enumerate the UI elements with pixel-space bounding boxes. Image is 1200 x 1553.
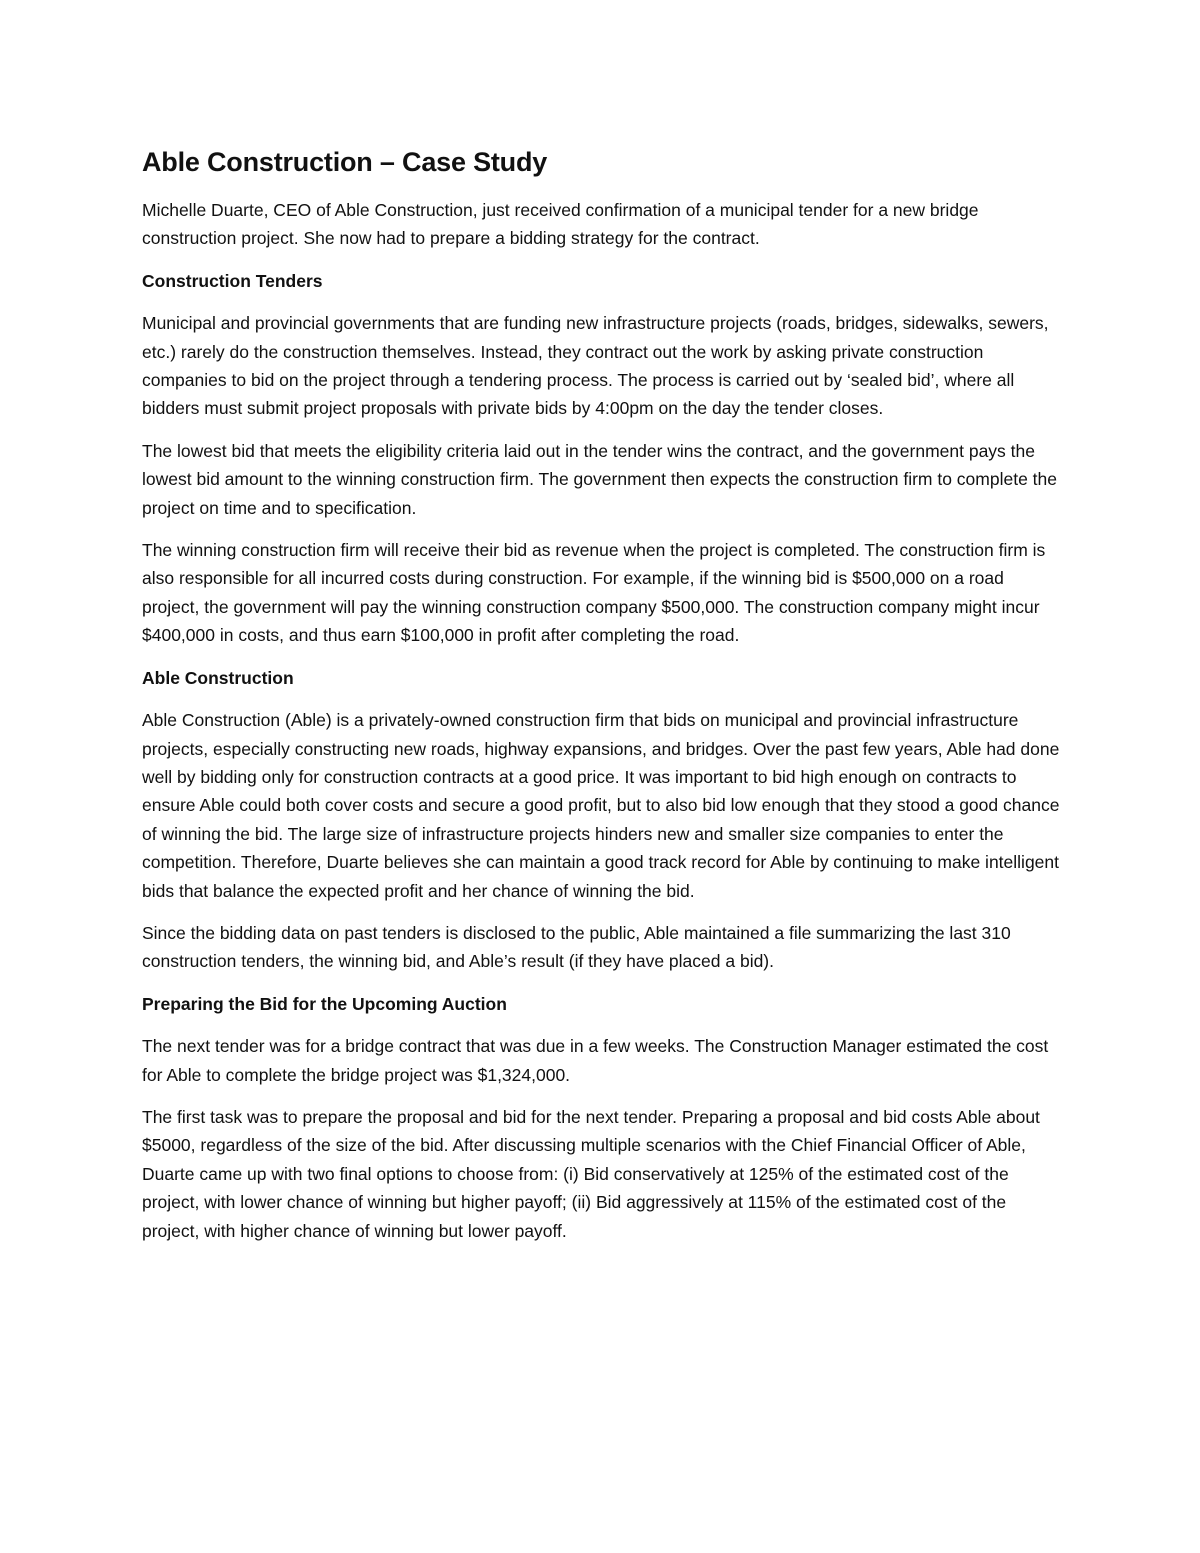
able-paragraph-2: Since the bidding data on past tenders is disclosed to the public, Able maintained a file summarizing the last 310 construction tenders, the winning bid, and Able’s result (if they have placed a bid).: [142, 922, 1011, 972]
bid-paragraph-2: The first task was to prepare the proposal and bid for the next tender. Preparing a proposal and bid costs Able about $5000, regardless of the size of the bid. After discussing multiple scenarios with the Chief Financial Officer of Able, Duarte came up with two final options to choose from: (i) Bid conservatively at 125% of the estimated cost of the project, with lower chance of winning but higher payoff; (ii) Bid aggressively at 115% of the estimated cost of the project, with higher chance of winning but lower payoff.: [142, 1106, 1040, 1241]
document-page: [142, 142, 1062, 1259]
tenders-paragraph-1: Municipal and provincial governments that are funding new infrastructure projects (roads, bridges, sidewalks, sewers, etc.) rarely do the construction themselves. Instead, they contract out the work by asking private construction companies to bid on the project through a tendering process. The process is carried out by ‘sealed bid’, where all bidders must submit project proposals with private bids by 4:00pm on the day the tender closes.: [142, 313, 1049, 419]
section-heading-able-construction: Able Construction: [142, 667, 294, 688]
tenders-paragraph-3: The winning construction firm will receive their bid as revenue when the project is completed. The construction firm is also responsible for all incurred costs during construction. For example, if the winning bid is $500,000 on a road project, the government will pay the winning construction company $500,000. The construction company might incur $400,000 in costs, and thus earn $100,000 in profit after completing the road.: [142, 540, 1046, 646]
tenders-paragraph-2: The lowest bid that meets the eligibility criteria laid out in the tender wins the contract, and the government pays the lowest bid amount to the winning construction firm. The government then expects the construction firm to complete the project on time and to specification.: [142, 440, 1058, 518]
document-title: Able Construction – Case Study: [142, 147, 548, 177]
section-heading-construction-tenders: Construction Tenders: [142, 270, 323, 291]
section-heading-preparing-bid: Preparing the Bid for the Upcoming Auction: [142, 993, 507, 1014]
able-paragraph-1: Able Construction (Able) is a privately-owned construction firm that bids on municipal and provincial infrastructure projects, especially constructing new roads, highway expansions, and bridges. Over the past few years, Able had done well by bidding only for construction contracts at a good price. It was important to bid high enough on contracts to ensure Able could both cover costs and secure a good profit, but to also bid low enough that they stood a good chance of winning the bid. The large size of infrastructure projects hinders new and smaller size companies to enter the competition. Therefore, Duarte believes she can maintain a good track record for Able by continuing to make intelligent bids that balance the expected profit and her chance of winning the bid.: [142, 710, 1060, 901]
intro-paragraph: Michelle Duarte, CEO of Able Construction, just received confirmation of a municipal tender for a new bridge construction project. She now had to prepare a bidding strategy for the contract.: [142, 200, 979, 249]
bid-paragraph-1: The next tender was for a bridge contract that was due in a few weeks. The Construction Manager estimated the cost for Able to complete the bridge project was $1,324,000.: [142, 1036, 1049, 1085]
